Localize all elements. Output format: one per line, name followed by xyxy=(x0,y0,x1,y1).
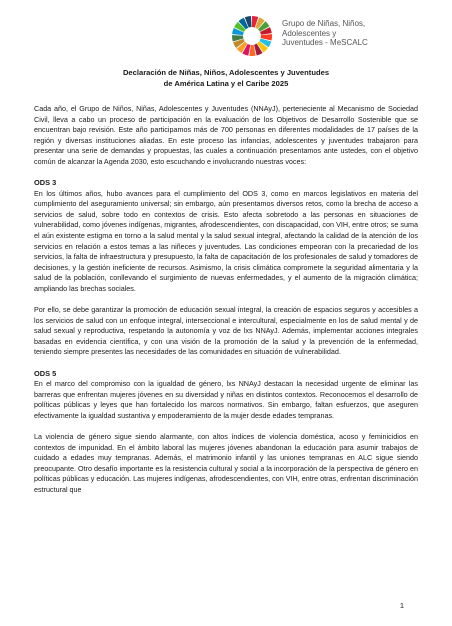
title-line-1: Declaración de Niñas, Niños, Adolescentes y Juventudes xyxy=(122,68,330,77)
ods3-paragraph-2: Por ello, se debe garantizar la promoción de educación sexual integral, la creación de espacios seguros y accesibles a los servicios de salud con un enfoque integral, interseccional e intercultural, especialmente en los de salud mental y de salud sexual y reproductiva, respetando la autonomía y voz de lxs NNAyJ. Además, implementar acciones integrales basadas en evidencia científica, y con una visión de la promoción de la salud y la prevención de la enfermedad, teniendo siempre presentes las necesidades de las comunidades en situación de vulnerabilidad. xyxy=(34,305,418,357)
document-title xyxy=(40,67,412,89)
organization-name xyxy=(282,19,368,48)
org-line: Juventudes - MeSCALC xyxy=(282,38,368,47)
document-body xyxy=(34,104,418,506)
title-line-2: de América Latina y el Caribe 2025 xyxy=(163,79,289,88)
ods5-heading: ODS 5 xyxy=(34,368,57,378)
ods5-paragraph-2: La violencia de género sigue siendo alarmante, con altos índices de violencia doméstica, acoso y feminicidios en contextos de impunidad. En el ámbito laboral las mujeres jóvenes abandonan la educación para asumir trabajos de cuidado a edades muy tempranas. Además, el matrimonio infantil y las uniones tempranas en ALC sigue siendo preocupante. Otro desafío importante es la resistencia cultural y social a la incorporación de la perspectiva de género en políticas públicas y educación. Las mujeres indígenas, afrodescendientes, con VIH, entre otras, enfrentan discriminación estructural que xyxy=(34,432,418,494)
org-line: Adolescentes y xyxy=(282,28,337,38)
ods5-paragraph-1: En el marco del compromiso con la igualdad de género, lxs NNAyJ destacan la necesidad urgente de eliminar las barreras que enfrentan mujeres jóvenes en su diversidad y niñas en distintos contextos. Reconocemos el desarrollo de políticas públicas y leyes que han fortalecido los marcos normativos. Sin embargo, faltan esfuerzos, que aseguren efectivamente la igualdad sustantiva y empoderamiento de la mujer desde edades tempranas. xyxy=(34,379,418,420)
ods3-paragraph-1: En los últimos años, hubo avances para el cumplimiento del ODS 3, como en marcos legislativos en materia del cumplimiento del aseguramiento universal; sin embargo, aún presentamos diversos retos, como la brecha de acceso a servicios de salud, sobre todo en contextos de crisis. Esto afecta sobretodo a las personas en situaciones de vulnerabilidad, como jóvenes indígenas, migrantes, afrodescendientes, con discapacidad, con VIH, entre otros; se suma el aún existente estigma en torno a la salud mental y la salud sexual integral, afectando la calidad de la atención de los servicios en relación a estos temas a las niñeces y juventudes. Las condiciones empeoran con la precariedad de los servicios, la falta de infraestructura y presupuesto, la falta de capacitación de los profesionales de salud y tomadores de decisiones, y la gestión ineficiente de recursos. Asimismo, la crisis climática compromete la seguridad alimentaria y la salud de la población, conllevando el surgimiento de nuevas enfermedades, y el aumento de la migración climática; ampliando las brechas sociales. xyxy=(34,188,418,293)
page-number: 1 xyxy=(399,601,404,610)
header xyxy=(228,12,438,58)
sdg-wheel-logo xyxy=(228,12,276,60)
ods3-heading: ODS 3 xyxy=(34,178,57,188)
org-line: Grupo de Niñas, Niños, xyxy=(282,19,366,28)
intro-paragraph: Cada año, el Grupo de Niños, Niñas, Adolescentes y Juventudes (NNAyJ), perteneciente al Mecanismo de Sociedad Civil, lleva a cabo un proceso de participación en la evaluación de los Objetivos de Desarrollo Sostenible que se encuentran bajo revisión. Este año participamos más de 700 personas en diferentes modalidades de 17 países de la región y diversas instituciones aliadas. En este proceso las infancias, adolescentes y juventudes trabajaron para presentar una serie de demandas y propuestas, las cuales a continuación presentamos ante ustedes, con el objetivo común de alcanzar la Agenda 2030, esto escuchando e involucrando nuestras voces: xyxy=(34,104,418,166)
